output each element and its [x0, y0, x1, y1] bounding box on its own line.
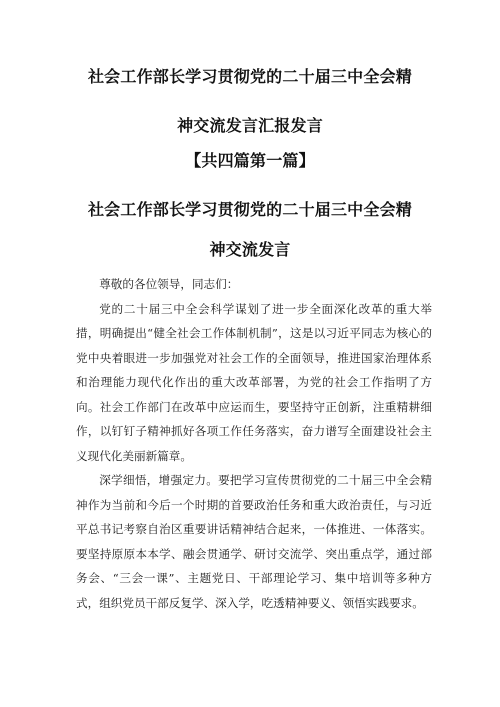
- section-heading-line-1: 社会工作部长学习贯彻党的二十届三中全会精: [87, 200, 412, 219]
- salutation: 尊敬的各位领导，同志们：: [99, 277, 239, 291]
- document-body: [76, 272, 432, 615]
- document-subtitle: 【共四篇第一篇】: [185, 151, 315, 170]
- document-title-line-1: 社会工作部长学习贯彻党的二十届三中全会精: [87, 67, 412, 86]
- section-heading-line-2: 神交流发言: [209, 240, 291, 259]
- body-paragraph-2: 深学细悟，增强定力。要把学习宣传贯彻党的二十届三中全会精神作为当前和今后一个时期的首要政治任务和重大政治责任，与习近平总书记考察自治区重要讲话精神结合起来，一体推进、一体落实。要坚持原原本本学、融会贯通学、研讨交流学、突出重点学，通过部务会、“三会一课”、主题党日、干部理论学习、集中培训等多种方式，组织党员干部反复学、深入学，吃透精神要义、领悟实践要求。: [76, 473, 432, 610]
- body-paragraph-1: 党的二十届三中全会科学谋划了进一步全面深化改革的重大举措，明确提出“健全社会工作体制机制”，这是以习近平同志为核心的党中央着眼进一步加强党对社会工作的全面领导，推进国家治理体系和治理能力现代化作出的重大改革部署，为党的社会工作指明了方向。社会工作部门在改革中应运而生，要坚持守正创新，注重精耕细作，以钉钉子精神抓好各项工作任务落实，奋力谱写全面建设社会主义现代化美丽新篇章。: [76, 301, 432, 463]
- document-title-line-2: 神交流发言汇报发言: [177, 116, 323, 135]
